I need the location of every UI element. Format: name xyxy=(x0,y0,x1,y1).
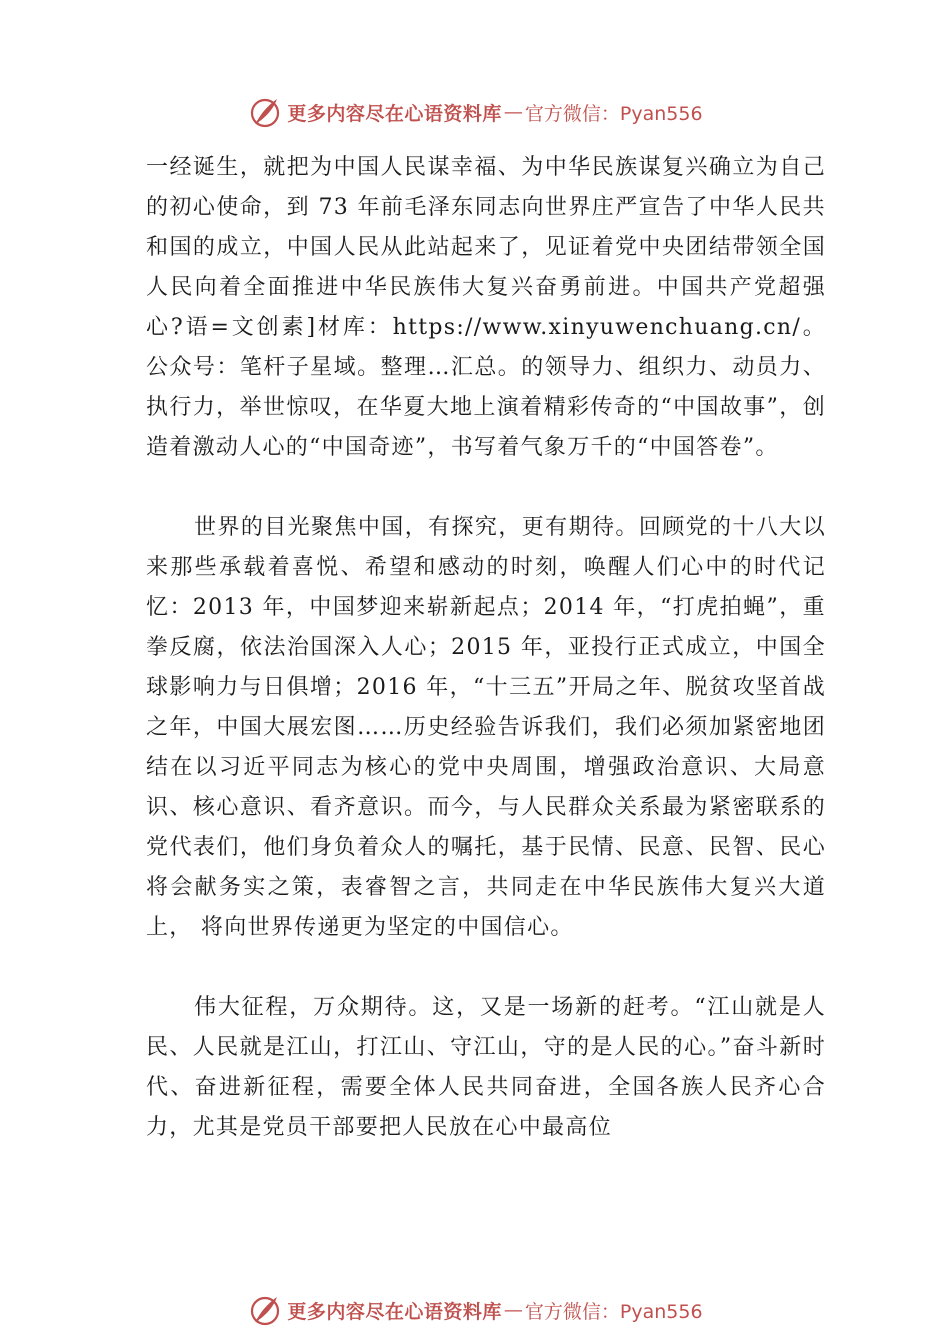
quill-pen-logo-icon xyxy=(247,1292,283,1328)
header-banner xyxy=(0,92,950,132)
banner-dash: — xyxy=(503,1299,523,1321)
paragraph-1: 一经诞生，就把为中国人民谋幸福、为中华民族谋复兴确立为自己的初心使命，到 73 年前毛泽东同志向世界庄严宣告了中华人民共和国的成立，中国人民从此站起来了，见证着党中央团结带领全国人民向着全面推进中华民族伟大复兴奋勇前进。中国共产党超强心?语=文创素]材库：https://www.xinyuwenchuang.cn/。公众号：笔杆子星域。整理…汇总。的领导力、组织力、动员力、执行力，举世惊叹，在华夏大地上演着精彩传奇的“中国故事”，创造着激动人心的“中国奇迹”，书写着气象万千的“中国答卷”。 xyxy=(146,155,826,460)
paragraph-3: 伟大征程，万众期待。这，又是一场新的赶考。“江山就是人民、人民就是江山，打江山、守江山，守的是人民的心。”奋斗新时代、奋进新征程，需要全体人民共同奋进，全国各族人民齐心合力，尤其是党员干部要把人民放在心中最高位 xyxy=(146,995,826,1140)
banner-text: 更多内容尽在心语资料库 xyxy=(287,102,502,125)
banner-wechat: 官方微信：Pyan556 xyxy=(524,1300,703,1323)
banner-wechat: 官方微信：Pyan556 xyxy=(524,102,703,125)
paragraph-2: 世界的目光聚焦中国，有探究，更有期待。回顾党的十八大以来那些承载着喜悦、希望和感动的时刻，唤醒人们心中的时代记忆：2013 年，中国梦迎来崭新起点；2014 年，“打虎拍蝇”，重拳反腐，依法治国深入人心；2015 年，亚投行正式成立，中国全球影响力与日俱增；2016 年，“十三五”开局之年、脱贫攻坚首战之年，中国大展宏图……历史经验告诉我们，我们必须加紧密地团结在以习近平同志为核心的党中央周围，增强政治意识、大局意识、核心意识、看齐意识。而今，与人民群众关系最为紧密联系的党代表们，他们身负着众人的嘱托，基于民情、民意、民智、民心将会献务实之策，表睿智之言，共同走在中华民族伟大复兴大道上， 将向世界传递更为坚定的中国信心。 xyxy=(146,515,826,940)
banner-dash: — xyxy=(503,101,523,123)
document-body xyxy=(146,148,826,1148)
footer-banner xyxy=(0,1290,950,1330)
banner-text: 更多内容尽在心语资料库 xyxy=(287,1300,502,1323)
quill-pen-logo-icon xyxy=(247,94,283,130)
